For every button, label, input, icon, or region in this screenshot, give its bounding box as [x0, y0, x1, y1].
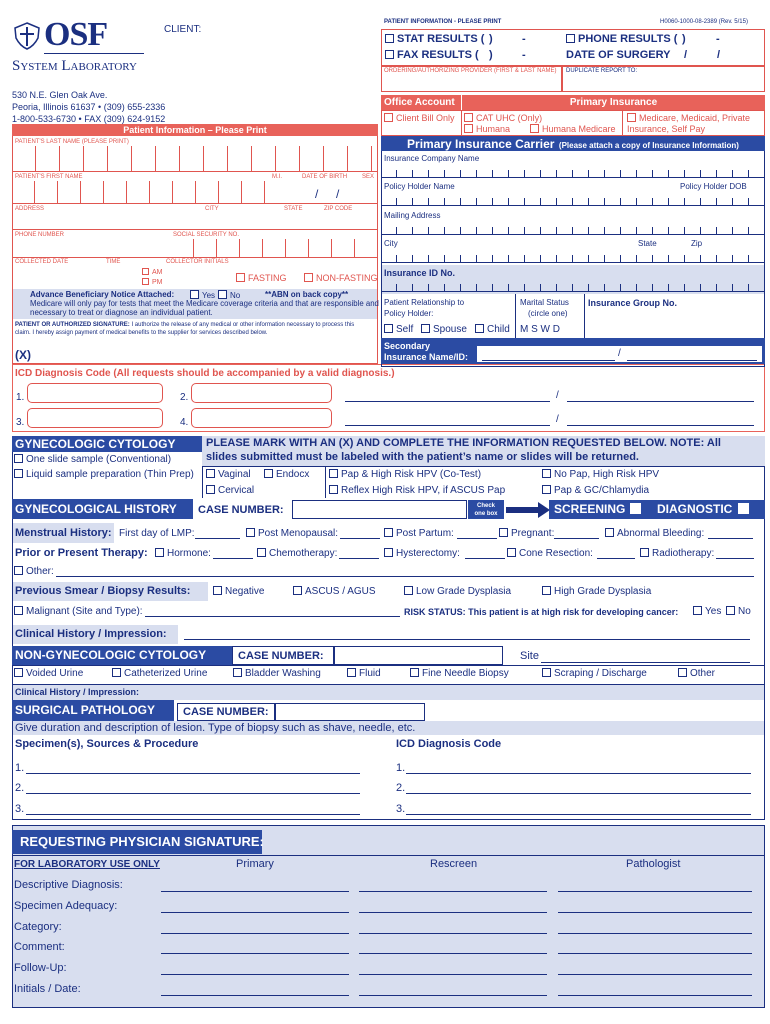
site-label: Site: [520, 650, 539, 662]
low-grade-checkbox[interactable]: Low Grade Dysplasia: [404, 586, 511, 597]
stat-results-checkbox[interactable]: STAT RESULTS (: [385, 33, 484, 45]
one-slide-checkbox[interactable]: One slide sample (Conventional): [14, 454, 171, 465]
surg-icd-line-3[interactable]: [406, 814, 751, 815]
address-line-2: Peoria, Illinois 61637 • (309) 655-2336: [12, 102, 166, 112]
lmp-line[interactable]: [195, 538, 240, 539]
lab-col-primary: Primary: [236, 858, 274, 870]
lab-entry-line[interactable]: [359, 974, 547, 975]
company-label: Insurance Company Name: [384, 154, 480, 163]
lab-entry-line[interactable]: [161, 995, 349, 996]
mi-label: M.I.: [272, 174, 282, 180]
pm-checkbox[interactable]: PM: [142, 278, 163, 286]
icd-line-1-slash: /: [556, 390, 559, 401]
secondary-label-1: Secondary: [384, 341, 431, 351]
radio-line[interactable]: [716, 558, 754, 559]
mailing-label: Mailing Address: [384, 211, 441, 220]
hormone-line[interactable]: [213, 558, 253, 559]
id-ticks: [381, 284, 765, 292]
lmp-label: First day of LMP:: [119, 528, 195, 539]
fna-checkbox[interactable]: Fine Needle Biopsy: [410, 668, 509, 679]
secondary-slash: /: [618, 348, 621, 359]
surg-icd-num-1: 1.: [396, 762, 406, 774]
cervical-checkbox[interactable]: Cervical: [206, 485, 254, 496]
lab-entry-line[interactable]: [558, 933, 752, 934]
clinical-line[interactable]: [184, 639, 750, 640]
insurance-id-label: Insurance ID No.: [384, 268, 456, 278]
surgery-slash-2: /: [717, 49, 721, 61]
nongyn-case-input[interactable]: [334, 646, 503, 665]
zip-label: ZIP CODE: [324, 206, 353, 212]
postpartum-line[interactable]: [457, 538, 497, 539]
icd-input-2[interactable]: [191, 383, 332, 403]
spec-num-3: 3.: [15, 803, 25, 815]
secondary-line-1: [482, 360, 615, 361]
nongyn-case-label: CASE NUMBER:: [232, 646, 334, 665]
lab-row-label: Category:: [14, 920, 62, 933]
address-label: ADDRESS: [15, 206, 45, 212]
lab-entry-line[interactable]: [558, 891, 752, 892]
physician-title: REQUESTING PHYSICIAN SIGNATURE:: [12, 830, 262, 854]
high-grade-checkbox[interactable]: High Grade Dysplasia: [542, 586, 651, 597]
time-label: TIME: [106, 259, 121, 265]
post-meno-line[interactable]: [340, 538, 380, 539]
medicare-checkbox[interactable]: Medicare, Medicaid, Private: [627, 113, 750, 123]
office-divider: [461, 110, 462, 136]
smear-label: Previous Smear / Biopsy Results:: [15, 585, 191, 597]
client-label: CLIENT:: [164, 24, 202, 35]
relationship-label-1: Patient Relationship to: [384, 298, 465, 307]
phone-dash: -: [716, 33, 720, 45]
icd-input-3[interactable]: [27, 408, 163, 428]
phone-close: ): [682, 33, 686, 45]
radio-checkbox[interactable]: Radiotherapy:: [640, 548, 714, 559]
date-of-surgery-label: DATE OF SURGERY: [566, 49, 671, 61]
chemo-line[interactable]: [339, 558, 379, 559]
stat-dash: -: [522, 33, 526, 45]
surg-icd-num-2: 2.: [396, 782, 406, 794]
lab-entry-line[interactable]: [359, 891, 547, 892]
spec-num-2: 2.: [15, 782, 25, 794]
fax-close: ): [489, 49, 493, 61]
surgical-case-label: CASE NUMBER:: [177, 703, 275, 721]
vaginal-checkbox[interactable]: Vaginal: [206, 469, 251, 480]
endocx-checkbox[interactable]: Endocx: [264, 469, 309, 480]
dob-slash-2: /: [336, 187, 340, 201]
last-name-boxes[interactable]: [12, 146, 378, 172]
cat-uhc-checkbox[interactable]: CAT UHC (Only): [464, 113, 542, 123]
catheterized-checkbox[interactable]: Catheterized Urine: [112, 668, 207, 679]
humana-checkbox[interactable]: Humana: [464, 124, 510, 134]
hormone-checkbox[interactable]: Hormone:: [155, 548, 211, 559]
nongyn-title: NON-GYNECOLOGIC CYTOLOGY: [12, 646, 232, 665]
no-pap-checkbox[interactable]: No Pap, High Risk HPV: [542, 469, 659, 480]
relationship-label-2: Policy Holder:: [384, 309, 434, 318]
clinical-label: Clinical History / Impression:: [15, 628, 167, 640]
office-account-banner: Office Account: [381, 95, 461, 110]
osf-logo-icon: [12, 22, 42, 50]
nongyn-other-checkbox[interactable]: Other: [678, 668, 715, 679]
ins-zip-label: Zip: [691, 239, 703, 248]
group-label: Insurance Group No.: [588, 298, 678, 308]
holder-dob-label: Policy Holder DOB: [680, 182, 747, 191]
collected-date-label: COLLECTED DATE: [15, 259, 69, 265]
abn-yes-checkbox[interactable]: Yes: [190, 290, 215, 300]
specimens-label: Specimen(s), Sources & Procedure: [15, 738, 199, 750]
icd-title: ICD Diagnosis Code (All requests should be accompanied by a valid diagnosis.): [15, 368, 395, 379]
icd-line-2a[interactable]: [345, 425, 550, 426]
medicare-line-2: Insurance, Self Pay: [627, 124, 706, 134]
history-case-input[interactable]: [292, 500, 467, 519]
client-bill-checkbox[interactable]: Client Bill Only: [384, 113, 455, 123]
surgical-icd-label: ICD Diagnosis Code: [396, 738, 502, 750]
reflex-checkbox[interactable]: Reflex High Risk HPV, if ASCUS Pap: [329, 485, 505, 496]
surg-icd-line-2[interactable]: [406, 793, 751, 794]
arrow-icon: [506, 502, 550, 523]
last-name-label: PATIENT'S LAST NAME (PLEASE PRINT): [15, 139, 129, 145]
signature-text-1: PATIENT OR AUTHORIZED SIGNATURE: I authorize the release of any medical or other information necessary to process this: [15, 322, 355, 328]
relationship-divider: [515, 294, 516, 338]
icd-line-2-slash: /: [556, 414, 559, 425]
spec-line-3[interactable]: [26, 814, 360, 815]
holder-label: Policy Holder Name: [384, 182, 455, 191]
diagnostic-option[interactable]: DIAGNOSTIC: [645, 500, 765, 519]
lab-row-label: Initials / Date:: [14, 983, 81, 995]
phone-row: [12, 229, 378, 230]
lab-entry-line[interactable]: [161, 933, 349, 934]
lab-row-label: Descriptive Diagnosis:: [14, 879, 123, 891]
dob-label: DATE OF BIRTH: [302, 174, 348, 180]
surg-icd-line-1[interactable]: [406, 773, 751, 774]
gyn-title: GYNECOLOGIC CYTOLOGY: [12, 436, 202, 452]
nongyn-row-divider: [12, 665, 765, 666]
pap-hpv-checkbox[interactable]: Pap & High Risk HPV (Co-Test): [329, 469, 481, 480]
icd-line-1b[interactable]: [567, 401, 754, 402]
city-ticks[interactable]: [381, 255, 765, 263]
icd-num-3: 3.: [16, 417, 25, 428]
phone-label: PHONE NUMBER: [15, 232, 65, 238]
physician-signature-field[interactable]: [262, 830, 762, 854]
fluid-checkbox[interactable]: Fluid: [347, 668, 381, 679]
hyst-line[interactable]: [465, 558, 505, 559]
spouse-checkbox[interactable]: Spouse: [421, 324, 467, 335]
lab-entry-line[interactable]: [558, 912, 752, 913]
hyst-checkbox[interactable]: Hysterectomy:: [384, 548, 460, 559]
lab-col-pathologist: Pathologist: [626, 858, 681, 870]
abn-no-checkbox[interactable]: No: [218, 290, 240, 300]
non-fasting-checkbox[interactable]: NON-FASTING: [304, 273, 378, 283]
lab-entry-line[interactable]: [161, 974, 349, 975]
ascus-checkbox[interactable]: ASCUS / AGUS: [293, 586, 376, 597]
nongyn-clinical-label: Clinical History / Impression:: [15, 687, 140, 697]
surgery-slash-1: /: [684, 49, 688, 61]
icd-num-1: 1.: [16, 392, 25, 403]
self-checkbox[interactable]: Self: [384, 324, 413, 335]
risk-status-label: RISK STATUS: This patient is at high risk for developing cancer:: [404, 607, 679, 617]
lab-entry-line[interactable]: [359, 933, 547, 934]
logo-rule: [44, 53, 144, 54]
bladder-checkbox[interactable]: Bladder Washing: [233, 668, 321, 679]
ssn-label: SOCIAL SECURITY NO.: [173, 232, 240, 238]
logo-subtitle: System Laboratory: [12, 58, 137, 74]
lab-row-label: Specimen Adequacy:: [14, 899, 118, 912]
menstrual-label: Menstrual History:: [15, 527, 112, 539]
dob-slash-1: /: [315, 187, 319, 201]
lab-entry-line[interactable]: [359, 953, 547, 954]
patient-info-banner: Patient Information – Please Print: [12, 124, 378, 136]
ins-city-label: City: [384, 239, 398, 248]
lab-entry-line[interactable]: [558, 974, 752, 975]
other-line[interactable]: [56, 576, 754, 577]
city-label: CITY: [205, 206, 219, 212]
surg-icd-num-3: 3.: [396, 803, 406, 815]
gyn-note-2: slides submitted must be labeled with the patient’s name or slides will be returned.: [206, 451, 639, 463]
surgical-title: SURGICAL PATHOLOGY: [12, 700, 174, 721]
lab-entry-line[interactable]: [161, 891, 349, 892]
cone-line[interactable]: [597, 558, 635, 559]
check-one-box-label: Check one box: [468, 500, 504, 519]
signature-text-2: claim. I hereby assign payment of medical benefits to the supplier for services described below.: [15, 330, 268, 336]
lab-entry-line[interactable]: [359, 912, 547, 913]
risk-yes-checkbox[interactable]: Yes: [693, 606, 721, 617]
marital-label-1: Marital Status: [520, 298, 569, 307]
lab-entry-line[interactable]: [161, 912, 349, 913]
icd-line-2b[interactable]: [567, 425, 754, 426]
icd-num-4: 4.: [180, 417, 189, 428]
scraping-checkbox[interactable]: Scraping / Discharge: [542, 668, 647, 679]
carrier-banner: Primary Insurance Carrier (Please attach a copy of Insurance Information): [381, 136, 765, 151]
fasting-checkbox[interactable]: FASTING: [236, 273, 287, 283]
lab-entry-line[interactable]: [161, 953, 349, 954]
first-name-label: PATIENT'S FIRST NAME: [15, 174, 83, 180]
duplicate-report-label: DUPLICATE REPORT TO:: [566, 68, 638, 74]
abn-back-note: **ABN on back copy**: [265, 290, 349, 299]
abn-title: Advance Beneficiary Notice Attached:: [30, 290, 175, 299]
malignant-checkbox[interactable]: Malignant (Site and Type):: [14, 606, 143, 617]
pregnant-line[interactable]: [554, 538, 599, 539]
icd-line-1a[interactable]: [345, 401, 550, 402]
icd-input-1[interactable]: [27, 383, 163, 403]
secondary-label-2: Insurance Name/ID:: [384, 352, 469, 362]
gyn-test-divider: [325, 466, 326, 498]
risk-no-checkbox[interactable]: No: [726, 606, 751, 617]
screening-option[interactable]: SCREENING: [549, 500, 645, 519]
collected-row: [12, 257, 378, 258]
abnormal-line[interactable]: [708, 538, 753, 539]
address-row: [12, 203, 378, 204]
marital-divider: [584, 294, 585, 338]
liquid-checkbox[interactable]: Liquid sample preparation (Thin Prep): [14, 469, 194, 480]
voided-urine-checkbox[interactable]: Voided Urine: [14, 668, 83, 679]
first-name-boxes[interactable]: [12, 181, 270, 203]
pap-gc-checkbox[interactable]: Pap & GC/Chlamydia: [542, 485, 649, 496]
ins-state-label: State: [638, 239, 657, 248]
child-checkbox[interactable]: Child: [475, 324, 510, 335]
lab-col-rescreen: Rescreen: [430, 858, 478, 870]
surgical-desc: Give duration and description of lesion. Type of biopsy such as shave, needle, etc.: [15, 722, 416, 734]
company-ticks[interactable]: [381, 170, 765, 178]
pregnant-checkbox[interactable]: Pregnant:: [499, 528, 554, 539]
ordering-provider-label: ORDERING/AUTHORIZING PROVIDER (FIRST & LAST NAME): [384, 68, 557, 74]
other-checkbox[interactable]: Other:: [14, 566, 54, 577]
logo-text: OSF: [44, 16, 108, 53]
post-menopausal-checkbox[interactable]: Post Menopausal:: [246, 528, 338, 539]
lab-entry-line[interactable]: [359, 995, 547, 996]
patient-info-print-label: PATIENT INFORMATION - PLEASE PRINT: [384, 19, 502, 25]
negative-checkbox[interactable]: Negative: [213, 586, 264, 597]
marital-options[interactable]: M S W D: [520, 324, 560, 335]
primary-insurance-banner: Primary Insurance: [462, 95, 765, 110]
holder-ticks[interactable]: [381, 198, 765, 206]
ssn-boxes[interactable]: [171, 239, 378, 257]
medicare-divider: [622, 110, 623, 136]
lab-row-label: Comment:: [14, 941, 65, 954]
fax-results-checkbox[interactable]: FAX RESULTS (: [385, 49, 479, 61]
spec-line-2[interactable]: [26, 793, 360, 794]
lab-entry-line[interactable]: [558, 995, 752, 996]
spec-line-1[interactable]: [26, 773, 360, 774]
fax-dash: -: [522, 49, 526, 61]
abn-text-1: Medicare will only pay for tests that meet the Medicare coverage criteria and that are responsible and: [30, 299, 379, 308]
phone-results-checkbox[interactable]: PHONE RESULTS (: [566, 33, 677, 45]
abn-text-2: necessary to treat or diagnose an individual patient.: [30, 308, 213, 317]
chemo-checkbox[interactable]: Chemotherapy:: [257, 548, 337, 559]
therapy-label: Prior or Present Therapy:: [15, 547, 148, 559]
collector-initials-label: COLLECTOR INITIALS: [166, 259, 229, 265]
history-case-label: CASE NUMBER:: [198, 504, 284, 516]
humana-medicare-checkbox[interactable]: Humana Medicare: [530, 124, 616, 134]
form-code: H0060-1000-08-2389 (Rev. 5/15): [660, 19, 748, 25]
icd-num-2: 2.: [180, 392, 189, 403]
marital-label-2: (circle one): [528, 309, 568, 318]
gyn-note-1: PLEASE MARK WITH AN (X) AND COMPLETE THE INFORMATION REQUESTED BELOW. NOTE: All: [206, 437, 721, 449]
address-line-1: 530 N.E. Glen Oak Ave.: [12, 90, 108, 100]
mailing-ticks[interactable]: [381, 227, 765, 235]
stat-close: ): [489, 33, 493, 45]
secondary-line-2: [627, 360, 757, 361]
malignant-line[interactable]: [145, 616, 400, 617]
gyn-history-title: GYNECOLOGICAL HISTORY: [12, 499, 193, 519]
icd-input-4[interactable]: [191, 408, 332, 428]
lab-row-label: Follow-Up:: [14, 962, 67, 975]
signature-x-mark: (X): [15, 348, 31, 362]
site-line[interactable]: [541, 662, 750, 663]
lab-title: FOR LABORATORY USE ONLY: [14, 859, 160, 870]
sex-label: SEX: [362, 174, 375, 180]
surgical-case-input[interactable]: [275, 703, 425, 721]
address-line-3: 1-800-533-6730 • FAX (309) 624-9152: [12, 114, 166, 124]
abnormal-bleeding-checkbox[interactable]: Abnormal Bleeding:: [605, 528, 704, 539]
am-checkbox[interactable]: AM: [142, 268, 163, 276]
state-label: STATE: [284, 206, 303, 212]
cone-checkbox[interactable]: Cone Resection:: [507, 548, 593, 559]
lab-entry-line[interactable]: [558, 953, 752, 954]
spec-num-1: 1.: [15, 762, 25, 774]
post-partum-checkbox[interactable]: Post Partum:: [384, 528, 454, 539]
